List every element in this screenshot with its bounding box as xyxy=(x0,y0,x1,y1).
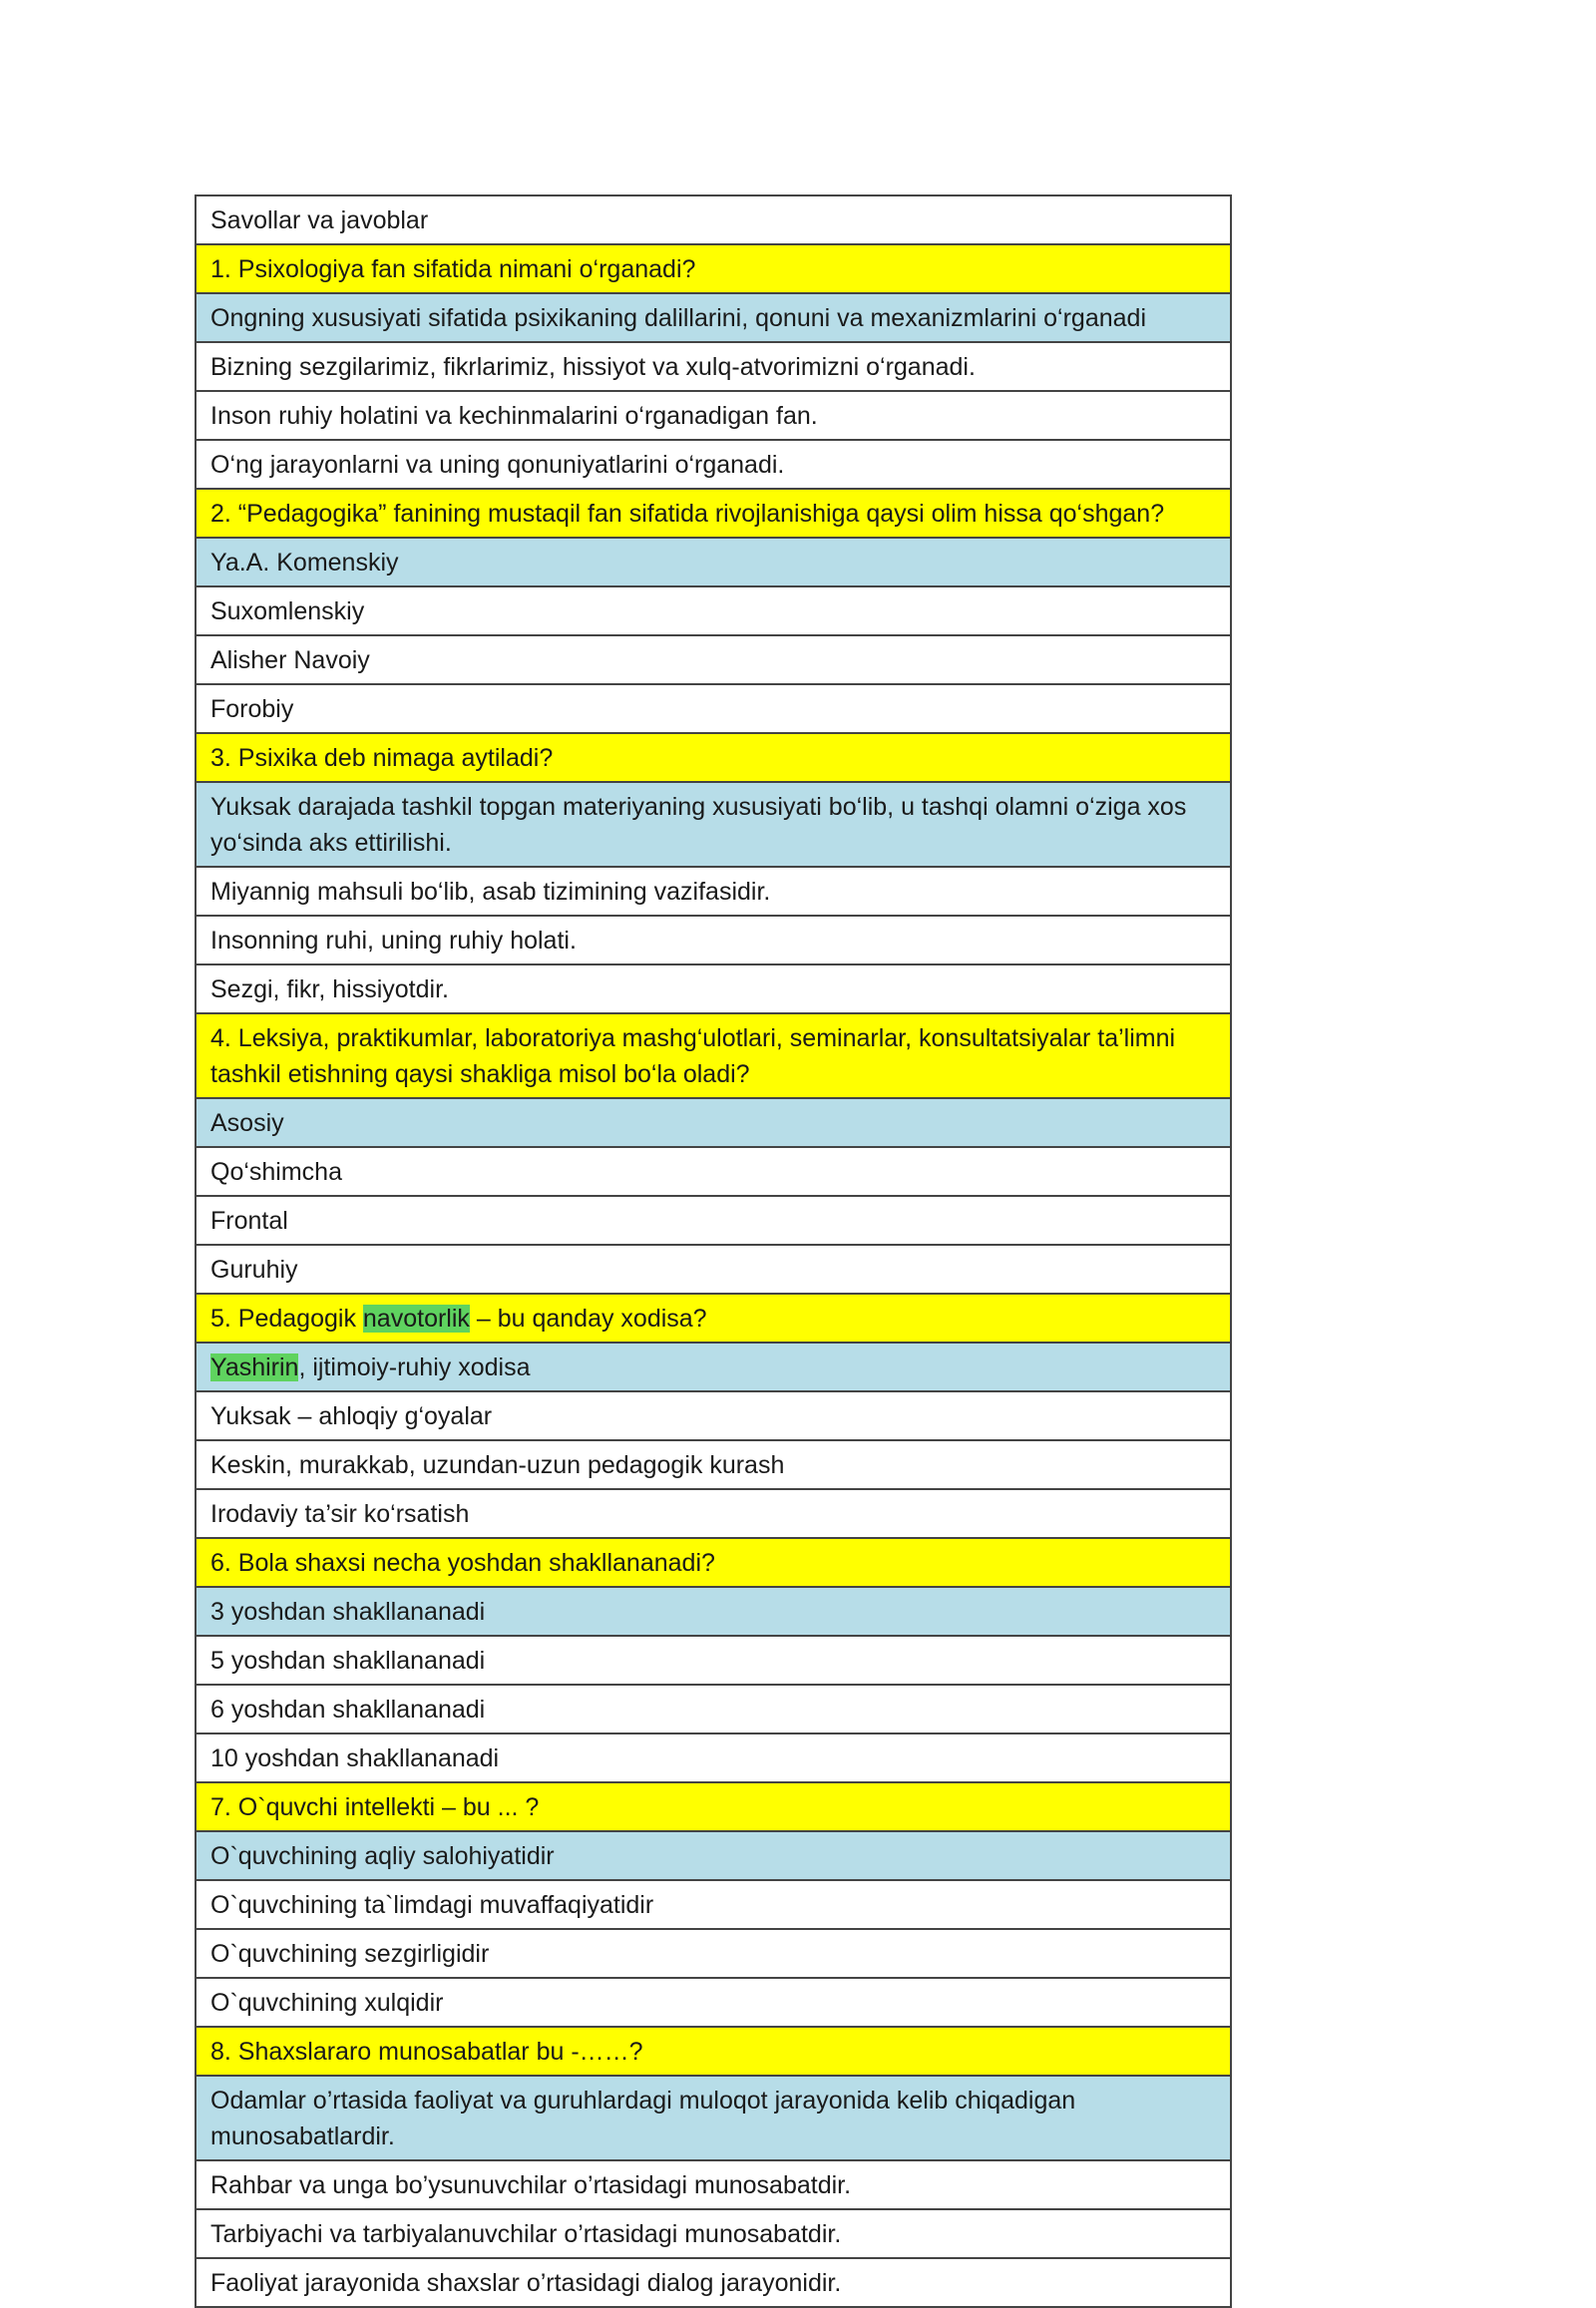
answer-row xyxy=(196,1733,1231,1782)
question-text: 4. Leksiya, praktikumlar, laboratoriya mashg‘ulotlari, seminarlar, konsultatsiyalar ta’limni tashkil etishning qaysi shakliga misol bo‘la oladi? xyxy=(196,1013,1231,1098)
answer-text: Insonning ruhi, uning ruhiy holati. xyxy=(196,916,1231,964)
answer-row xyxy=(196,1636,1231,1685)
correct-answer-row xyxy=(196,782,1231,867)
answer-text: Tarbiyachi va tarbiyalanuvchilar o’rtasidagi munosabatdir. xyxy=(196,2209,1231,2258)
correct-answer-row xyxy=(196,1343,1231,1391)
answer-text: O`quvchining sezgirligidir xyxy=(196,1929,1231,1978)
answer-row xyxy=(196,1440,1231,1489)
answer-text: 3 yoshdan shakllananadi xyxy=(196,1587,1231,1636)
answer-row xyxy=(196,1196,1231,1245)
answer-text: Yuksak – ahloqiy g‘oyalar xyxy=(196,1391,1231,1440)
answer-row xyxy=(196,684,1231,733)
answer-text: O`quvchining xulqidir xyxy=(196,1978,1231,2027)
answer-text: Suxomlenskiy xyxy=(196,586,1231,635)
answer-text: Irodaviy ta’sir ko‘rsatish xyxy=(196,1489,1231,1538)
question-text: 8. Shaxslararo munosabatlar bu -……? xyxy=(196,2027,1231,2076)
answer-row xyxy=(196,1685,1231,1733)
answer-text: Keskin, murakkab, uzundan-uzun pedagogik kurash xyxy=(196,1440,1231,1489)
answer-text-part: , ijtimoiy-ruhiy xodisa xyxy=(298,1353,531,1381)
answer-text: Inson ruhiy holatini va kechinmalarini o‘rganadigan fan. xyxy=(196,391,1231,440)
answer-text: Forobiy xyxy=(196,684,1231,733)
answer-text: O`quvchining ta`limdagi muvaffaqiyatidir xyxy=(196,1880,1231,1929)
answer-row xyxy=(196,916,1231,964)
answer-row xyxy=(196,342,1231,391)
table-header: Savollar va javoblar xyxy=(196,195,1231,244)
answer-row xyxy=(196,2209,1231,2258)
answer-text: Rahbar va unga bo’ysunuvchilar o’rtasidagi munosabatdir. xyxy=(196,2160,1231,2209)
question-row xyxy=(196,244,1231,293)
answer-row xyxy=(196,586,1231,635)
question-text xyxy=(196,1294,1231,1343)
answer-row xyxy=(196,1880,1231,1929)
correct-answer-row xyxy=(196,1098,1231,1147)
question-text-part: 5. Pedagogik xyxy=(210,1305,363,1333)
answer-row xyxy=(196,1489,1231,1538)
correct-answer-row xyxy=(196,293,1231,342)
correct-answer-row xyxy=(196,1587,1231,1636)
question-row xyxy=(196,1013,1231,1098)
answer-row xyxy=(196,1391,1231,1440)
question-text: 7. O`quvchi intellekti – bu ... ? xyxy=(196,1782,1231,1831)
answer-text: Ongning xususiyati sifatida psixikaning dalillarini, qonuni va mexanizmlarini o‘rganadi xyxy=(196,293,1231,342)
answer-row xyxy=(196,1929,1231,1978)
question-row xyxy=(196,2027,1231,2076)
correct-answer-row xyxy=(196,538,1231,586)
answer-row xyxy=(196,2160,1231,2209)
answer-row xyxy=(196,440,1231,489)
answer-text: Guruhiy xyxy=(196,1245,1231,1294)
answer-text: Miyannig mahsuli bo‘lib, asab tizimining vazifasidir. xyxy=(196,867,1231,916)
answer-row xyxy=(196,2258,1231,2307)
answer-row xyxy=(196,964,1231,1013)
answer-text: Asosiy xyxy=(196,1098,1231,1147)
question-text: 2. “Pedagogika” fanining mustaqil fan sifatida rivojlanishiga qaysi olim hissa qo‘shgan? xyxy=(196,489,1231,538)
answer-text: Yuksak darajada tashkil topgan materiyaning xususiyati bo‘lib, u tashqi olamni o‘ziga xos yo‘sinda aks ettirilishi. xyxy=(196,782,1231,867)
qa-table xyxy=(195,194,1232,2308)
correct-answer-row xyxy=(196,2076,1231,2160)
answer-row xyxy=(196,1147,1231,1196)
answer-text: Frontal xyxy=(196,1196,1231,1245)
answer-text: Faoliyat jarayonida shaxslar o’rtasidagi dialog jarayonidir. xyxy=(196,2258,1231,2307)
answer-text: 5 yoshdan shakllananadi xyxy=(196,1636,1231,1685)
question-row xyxy=(196,1538,1231,1587)
answer-text: 6 yoshdan shakllananadi xyxy=(196,1685,1231,1733)
question-row xyxy=(196,733,1231,782)
answer-text: Bizning sezgilarimiz, fikrlarimiz, hissiyot va xulq-atvorimizni o‘rganadi. xyxy=(196,342,1231,391)
answer-row xyxy=(196,635,1231,684)
answer-text xyxy=(196,1343,1231,1391)
answer-text: Odamlar o’rtasida faoliyat va guruhlardagi muloqot jarayonida kelib chiqadigan munosabatlardir. xyxy=(196,2076,1231,2160)
highlighted-word: Yashirin xyxy=(210,1353,299,1381)
answer-text: O‘ng jarayonlarni va uning qonuniyatlarini o‘rganadi. xyxy=(196,440,1231,489)
answer-text: 10 yoshdan shakllananadi xyxy=(196,1733,1231,1782)
table-header-row xyxy=(196,195,1231,244)
answer-text: Ya.A. Komenskiy xyxy=(196,538,1231,586)
question-row xyxy=(196,489,1231,538)
answer-row xyxy=(196,867,1231,916)
answer-text: Sezgi, fikr, hissiyotdir. xyxy=(196,964,1231,1013)
question-text: 3. Psixika deb nimaga aytiladi? xyxy=(196,733,1231,782)
answer-text: Alisher Navoiy xyxy=(196,635,1231,684)
question-row xyxy=(196,1782,1231,1831)
answer-row xyxy=(196,1978,1231,2027)
question-text-part: – bu qanday xodisa? xyxy=(469,1305,707,1333)
answer-row xyxy=(196,1245,1231,1294)
question-text: 6. Bola shaxsi necha yoshdan shakllananadi? xyxy=(196,1538,1231,1587)
answer-row xyxy=(196,391,1231,440)
answer-text: Qo‘shimcha xyxy=(196,1147,1231,1196)
correct-answer-row xyxy=(196,1831,1231,1880)
answer-text: O`quvchining aqliy salohiyatidir xyxy=(196,1831,1231,1880)
question-row xyxy=(196,1294,1231,1343)
highlighted-word: navotorlik xyxy=(362,1305,470,1333)
question-text: 1. Psixologiya fan sifatida nimani o‘rganadi? xyxy=(196,244,1231,293)
